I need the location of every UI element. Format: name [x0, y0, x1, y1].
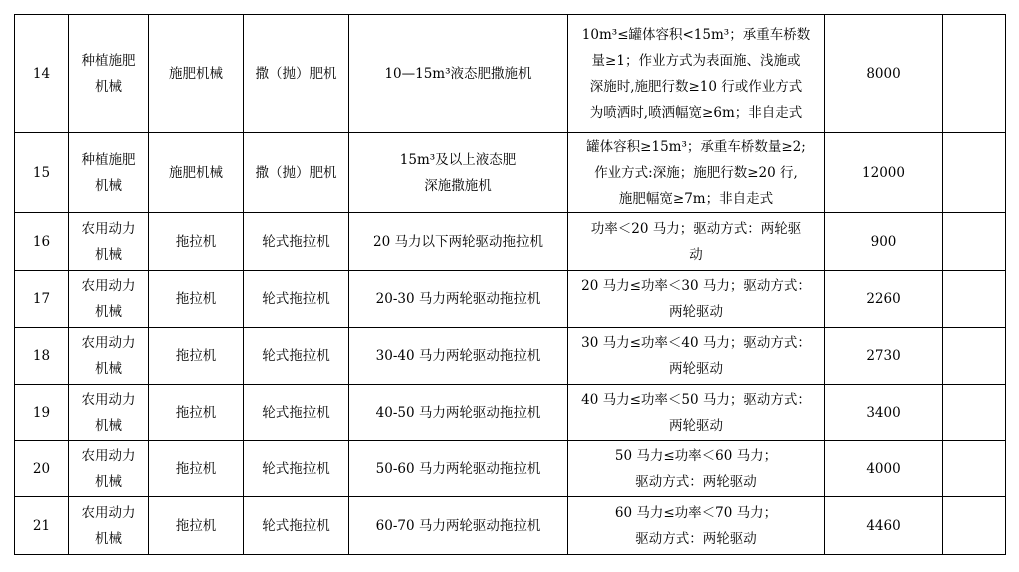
- amount-cell: 2730: [825, 328, 943, 385]
- category-line: 农用动力: [81, 278, 136, 294]
- category-cell: [69, 497, 149, 555]
- spec-cell: [568, 385, 825, 441]
- spec-line: 动: [689, 246, 703, 263]
- subcategory-cell: 拖拉机: [149, 328, 244, 385]
- grade-cell: [349, 385, 568, 441]
- amount-cell: 2260: [825, 271, 943, 328]
- category-line: 农用动力: [81, 504, 136, 521]
- note-cell: [943, 133, 1006, 213]
- spec-cell: [568, 441, 825, 497]
- category-line: 机械: [95, 177, 122, 194]
- table-row: [15, 213, 1006, 271]
- grade-line: 20-30 马力两轮驱动拖拉机: [375, 291, 541, 307]
- spec-line: 两轮驱动: [669, 304, 723, 320]
- table-row: [15, 328, 1006, 385]
- grade-cell: [349, 497, 568, 555]
- category-line: 机械: [95, 78, 122, 95]
- item-cell: 轮式拖拉机: [244, 271, 349, 328]
- table-body: [15, 15, 1006, 555]
- note-cell: [943, 328, 1006, 385]
- spec-cell: [568, 213, 825, 271]
- grade-line: 深施撒施机: [424, 177, 492, 194]
- spec-cell: [568, 133, 825, 213]
- grade-cell: [349, 15, 568, 133]
- spec-line: 20 马力≤功率＜30 马力；驱动方式：: [581, 278, 811, 294]
- row-number: 18: [15, 328, 69, 385]
- table-row: [15, 15, 1006, 133]
- amount-cell: 4000: [825, 441, 943, 497]
- note-cell: [943, 385, 1006, 441]
- item-cell: 轮式拖拉机: [244, 497, 349, 555]
- category-line: 农用动力: [81, 335, 136, 351]
- grade-line: 50-60 马力两轮驱动拖拉机: [375, 460, 541, 477]
- item-cell: 轮式拖拉机: [244, 328, 349, 385]
- category-line: 机械: [95, 304, 122, 320]
- spec-line: 10m³≤罐体容积<15m³；承重车桥数: [581, 26, 811, 43]
- subcategory-cell: 拖拉机: [149, 385, 244, 441]
- category-line: 机械: [95, 530, 122, 547]
- category-line: 机械: [95, 246, 122, 263]
- subsidy-table: [14, 14, 1006, 555]
- grade-line: 30-40 马力两轮驱动拖拉机: [375, 348, 541, 364]
- item-cell: 撒（抛）肥机: [244, 133, 349, 213]
- row-number: 17: [15, 271, 69, 328]
- spec-line: 量≥1；作业方式为表面施、浅施或: [591, 52, 801, 69]
- category-line: 农用动力: [81, 447, 136, 464]
- category-line: 机械: [95, 361, 122, 377]
- subcategory-cell: 拖拉机: [149, 497, 244, 555]
- note-cell: [943, 15, 1006, 133]
- item-cell: 轮式拖拉机: [244, 213, 349, 271]
- grade-cell: [349, 328, 568, 385]
- spec-line: 50 马力≤功率＜60 马力；: [614, 447, 778, 464]
- category-cell: [69, 385, 149, 441]
- category-line: 种植施肥: [81, 52, 136, 69]
- spec-line: 施肥幅宽≥7m；非自走式: [618, 190, 774, 207]
- spec-line: 40 马力≤功率＜50 马力；驱动方式：: [581, 391, 811, 408]
- spec-line: 60 马力≤功率＜70 马力；: [614, 504, 778, 521]
- subcategory-cell: 施肥机械: [149, 15, 244, 133]
- category-cell: [69, 213, 149, 271]
- grade-line: 15m³及以上液态肥: [399, 151, 517, 168]
- spec-line: 两轮驱动: [669, 361, 723, 377]
- grade-cell: [349, 271, 568, 328]
- spec-line: 两轮驱动: [669, 417, 723, 434]
- note-cell: [943, 441, 1006, 497]
- grade-line: 20 马力以下两轮驱动拖拉机: [373, 233, 543, 250]
- note-cell: [943, 213, 1006, 271]
- category-line: 农用动力: [81, 220, 136, 237]
- subcategory-cell: 拖拉机: [149, 271, 244, 328]
- amount-cell: 8000: [825, 15, 943, 133]
- note-cell: [943, 271, 1006, 328]
- category-line: 农用动力: [81, 391, 136, 408]
- category-cell: [69, 271, 149, 328]
- category-line: 机械: [95, 473, 122, 490]
- spec-line: 30 马力≤功率＜40 马力；驱动方式：: [581, 335, 811, 351]
- amount-cell: 12000: [825, 133, 943, 213]
- spec-line: 功率＜20 马力；驱动方式：两轮驱: [590, 220, 802, 237]
- table-row: [15, 133, 1006, 213]
- row-number: 16: [15, 213, 69, 271]
- subcategory-cell: 拖拉机: [149, 213, 244, 271]
- category-cell: [69, 328, 149, 385]
- item-cell: 轮式拖拉机: [244, 385, 349, 441]
- spec-line: 驱动方式：两轮驱动: [635, 530, 757, 547]
- category-line: 种植施肥: [81, 151, 136, 168]
- category-cell: [69, 15, 149, 133]
- amount-cell: 4460: [825, 497, 943, 555]
- category-line: 机械: [95, 417, 122, 434]
- item-cell: 撒（抛）肥机: [244, 15, 349, 133]
- table-row: [15, 497, 1006, 555]
- spec-line: 深施时,施肥行数≥10 行或作业方式: [589, 78, 803, 95]
- subcategory-cell: 施肥机械: [149, 133, 244, 213]
- grade-cell: [349, 133, 568, 213]
- spec-line: 罐体容积≥15m³；承重车桥数量≥2;: [586, 138, 806, 155]
- row-number: 15: [15, 133, 69, 213]
- row-number: 20: [15, 441, 69, 497]
- spec-cell: [568, 15, 825, 133]
- row-number: 19: [15, 385, 69, 441]
- subcategory-cell: 拖拉机: [149, 441, 244, 497]
- amount-cell: 3400: [825, 385, 943, 441]
- table-row: [15, 385, 1006, 441]
- category-cell: [69, 133, 149, 213]
- spec-cell: [568, 497, 825, 555]
- item-cell: 轮式拖拉机: [244, 441, 349, 497]
- table-row: [15, 441, 1006, 497]
- table-row: [15, 271, 1006, 328]
- grade-cell: [349, 441, 568, 497]
- amount-cell: 900: [825, 213, 943, 271]
- row-number: 14: [15, 15, 69, 133]
- spec-cell: [568, 328, 825, 385]
- category-cell: [69, 441, 149, 497]
- note-cell: [943, 497, 1006, 555]
- spec-line: 作业方式:深施；施肥行数≥20 行,: [594, 164, 798, 181]
- grade-line: 40-50 马力两轮驱动拖拉机: [375, 404, 541, 421]
- spec-cell: [568, 271, 825, 328]
- spec-line: 驱动方式：两轮驱动: [635, 473, 757, 490]
- spec-line: 为喷洒时,喷洒幅宽≥6m；非自走式: [589, 104, 803, 121]
- row-number: 21: [15, 497, 69, 555]
- grade-line: 10—15m³液态肥撒施机: [384, 65, 532, 82]
- grade-cell: [349, 213, 568, 271]
- grade-line: 60-70 马力两轮驱动拖拉机: [375, 517, 541, 534]
